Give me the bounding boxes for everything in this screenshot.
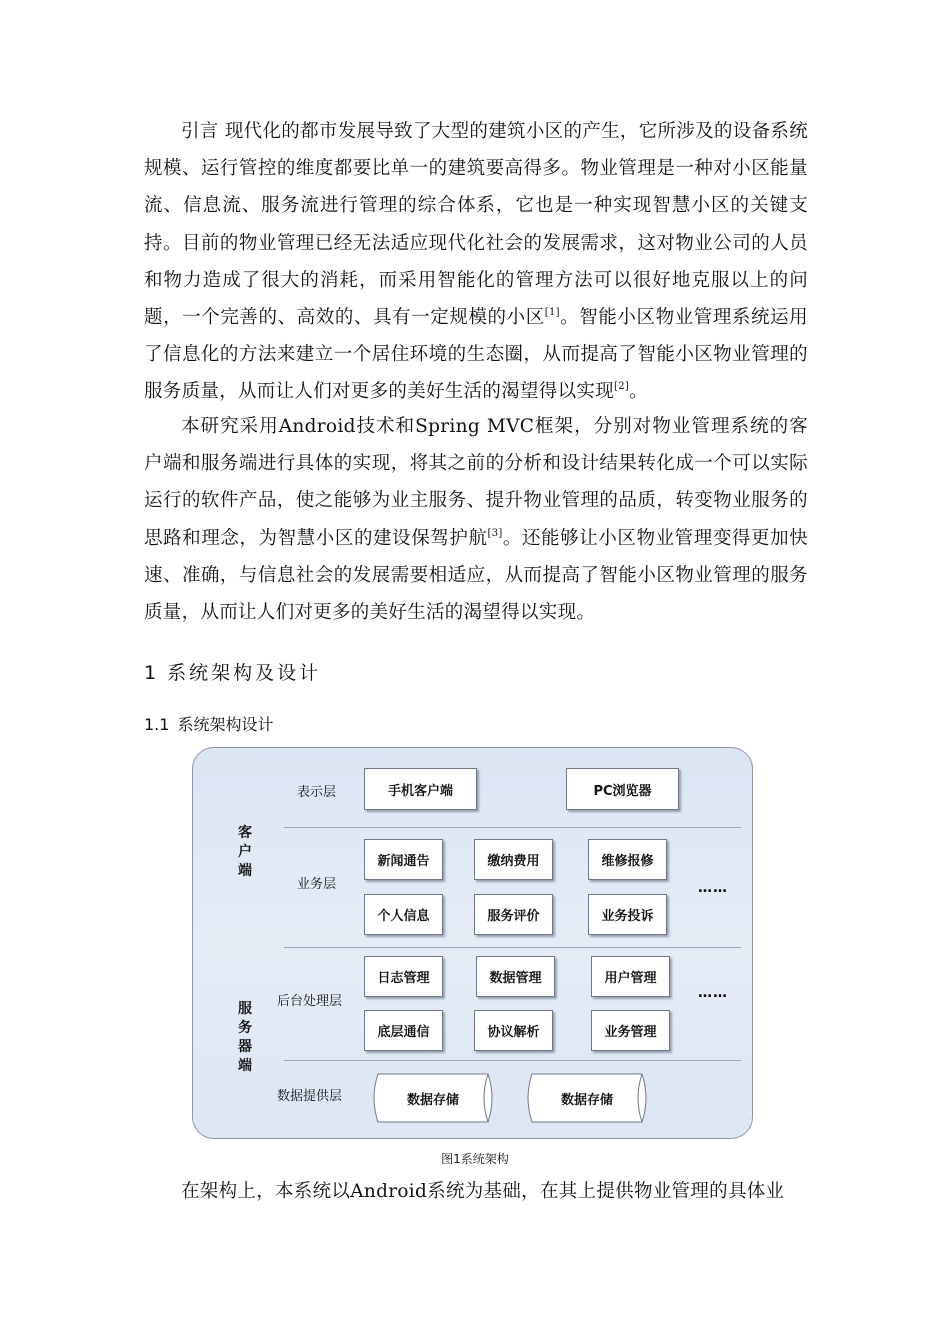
subsection-number: 1.1 — [144, 715, 170, 734]
intro-text-2: 。智能小区物业管理系统运用了信息化的方法来建立一个居住环境的生态圈，从而提高了智能小区物业管理的服务质量，从而让人们对更多的美好生活的渴望得以实现 — [144, 307, 808, 403]
presentation-layer-label: 表示层 — [297, 785, 337, 800]
figure-caption: 图1系统架构 — [441, 1152, 509, 1166]
mobile-client-box: 手机客户端 — [364, 768, 477, 810]
research-text-1: 本研究采用Android技术和Spring MVC框架，分别对物业管理系统的客户端和服务端进行具体的实现，将其之前的分析和设计结果转化成一个可以实际运行的软件产品，使之能够为业主服务、提升物业管理的品质，转变物业服务的思路和理念，为智慧小区的建设保驾护航 — [144, 416, 808, 549]
data-storage-cylinder-2 — [524, 1072, 650, 1124]
research-text-2: 。还能够让小区物业管理变得更加快速、准确，与信息社会的发展需要相适应，从而提高了智能小区物业管理的服务质量，从而让人们对更多的美好生活的渴望得以实现。 — [144, 527, 808, 624]
client-side-label: 客 户 端 — [238, 825, 252, 879]
citation-ref-2[interactable]: [2] — [614, 381, 630, 393]
architecture-paragraph: 在架构上，本系统以Android系统为基础，在其上提供物业管理的具体业 — [181, 1181, 785, 1202]
business-management-box: 业务管理 — [591, 1010, 670, 1051]
citation-ref-1[interactable]: [1] — [544, 307, 560, 319]
fee-payment-box: 缴纳费用 — [474, 839, 553, 880]
personal-info-box: 个人信息 — [364, 894, 443, 935]
layer-divider — [284, 947, 741, 948]
service-rating-box: 服务评价 — [474, 894, 553, 935]
protocol-parsing-box: 协议解析 — [474, 1010, 553, 1051]
backend-layer-label: 后台处理层 — [277, 994, 343, 1009]
architecture-diagram — [192, 747, 753, 1139]
repair-request-box: 维修报修 — [588, 839, 667, 880]
business-more-ellipsis: …… — [698, 880, 728, 896]
data-storage-label-2: 数据存储 — [560, 1092, 613, 1108]
layer-divider — [284, 827, 741, 828]
data-storage-label-1: 数据存储 — [406, 1092, 459, 1108]
pc-browser-box: PC浏览器 — [566, 768, 679, 810]
research-paragraph — [144, 408, 808, 631]
layer-divider — [284, 1060, 741, 1061]
intro-text-3: 。 — [629, 381, 648, 403]
intro-text-1: 引言 现代化的都市发展导致了大型的建筑小区的产生，它所涉及的设备系统规模、运行管控的维度都要比单一的建筑要高得多。物业管理是一种对小区能量流、信息流、服务流进行管理的综合体系，它也是一种实现智慧小区的关键支持。目前的物业管理已经无法适应现代化社会的发展需求，这对物业公司的人员和物力造成了很大的消耗，而采用智能化的管理方法可以很好地克服以上的问题，一个完善的、高效的、具有一定规模的小区 — [144, 121, 808, 329]
low-level-comm-box: 底层通信 — [364, 1010, 443, 1051]
intro-paragraph — [144, 113, 808, 411]
user-management-box: 用户管理 — [591, 956, 670, 997]
subsection-heading — [144, 712, 273, 735]
subsection-title: 系统架构设计 — [177, 715, 274, 734]
server-side-label: 服 务 器 端 — [238, 1001, 252, 1074]
business-layer-label: 业务层 — [297, 877, 337, 892]
citation-ref-3[interactable]: [3] — [487, 527, 503, 539]
data-management-box: 数据管理 — [476, 956, 555, 997]
section-title: 系统架构及设计 — [167, 662, 322, 684]
data-layer-label: 数据提供层 — [277, 1089, 343, 1104]
backend-more-ellipsis: …… — [698, 985, 728, 1001]
log-management-box: 日志管理 — [364, 956, 443, 997]
news-notice-box: 新闻通告 — [364, 839, 443, 880]
section-heading — [144, 658, 321, 685]
section-number: 1 — [144, 662, 160, 684]
business-complaint-box: 业务投诉 — [588, 894, 667, 935]
data-storage-cylinder-1 — [370, 1072, 496, 1124]
